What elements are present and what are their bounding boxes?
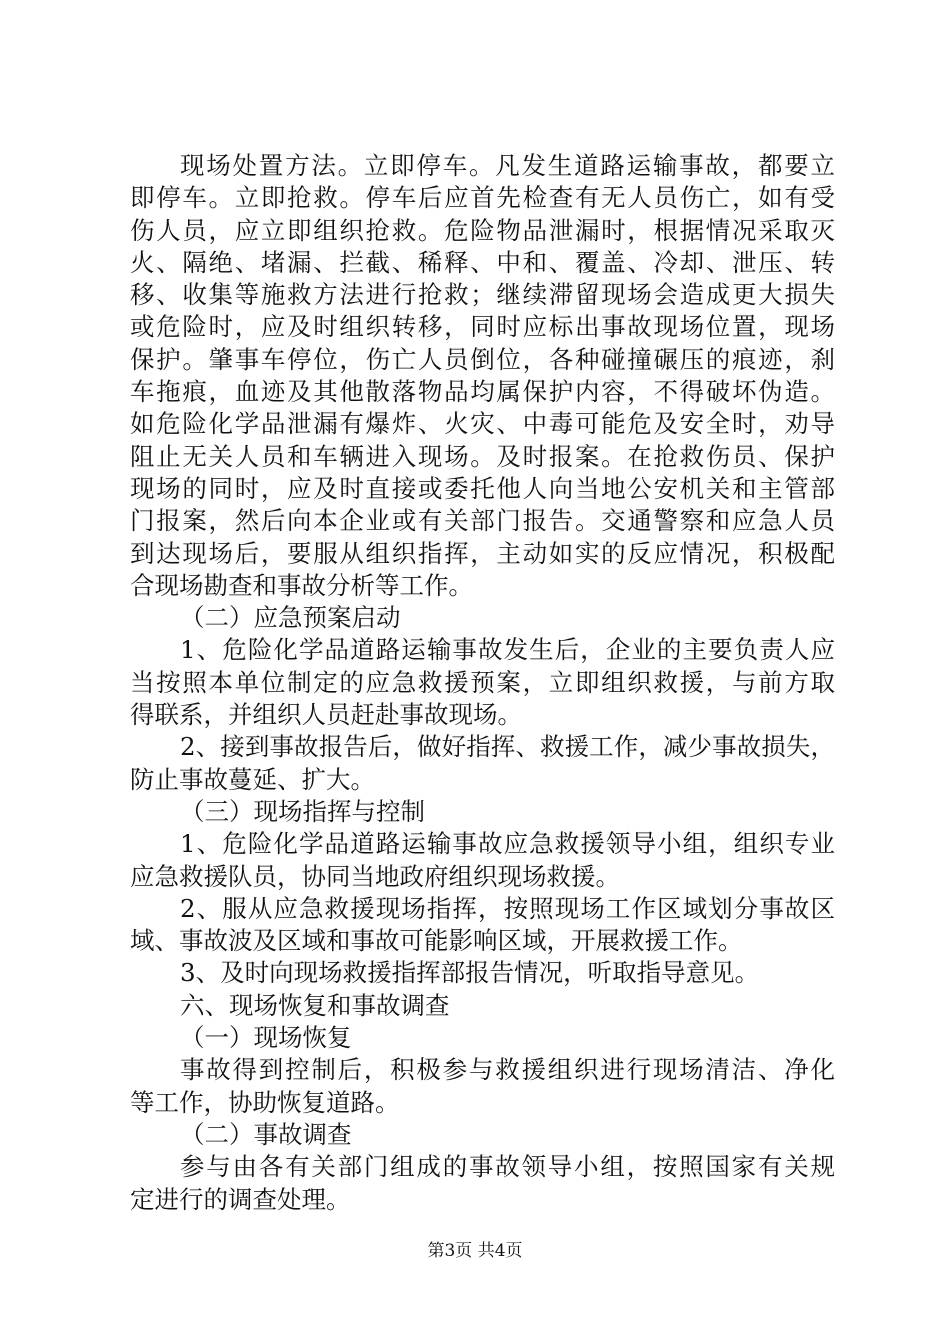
paragraph-command-3: 3、及时向现场救援指挥部报告情况，听取指导意见。 xyxy=(180,958,760,988)
document-body xyxy=(130,150,835,1216)
text-line: 现场处置方法。立即停车。凡发生道路运输事故，都要立 xyxy=(180,151,835,180)
section-heading-plan-activation: （二）应急预案启动 xyxy=(180,603,401,633)
text-line: 车拖痕，血迹及其他散落物品均属保护内容，不得破坏伪造。 xyxy=(130,377,835,407)
text-line: 2、接到事故报告后，做好指挥、救援工作，减少事故损失， xyxy=(180,732,835,762)
text-line: 阻止无关人员和车辆进入现场。及时报案。在抢救伤员、保护 xyxy=(130,441,835,471)
section-heading-command-control: （三）现场指挥与控制 xyxy=(180,796,425,826)
text-line: 等工作，协助恢复道路。 xyxy=(130,1087,400,1117)
text-line: 参与由各有关部门组成的事故领导小组，按照国家有关规 xyxy=(180,1152,835,1182)
text-line: 火、隔绝、堵漏、拦截、稀释、中和、覆盖、冷却、泄压、转 xyxy=(130,247,835,277)
text-line: 1、危险化学品道路运输事故发生后，企业的主要负责人应 xyxy=(180,635,835,665)
text-line: 现场的同时，应及时直接或委托他人向当地公安机关和主管部 xyxy=(130,473,835,503)
text-line: 门报案，然后向本企业或有关部门报告。交通警察和应急人员 xyxy=(130,506,835,536)
text-line: 到达现场后，要服从组织指挥，主动如实的反应情况，积极配 xyxy=(130,538,835,568)
section-heading-recovery-investigation: 六、现场恢复和事故调查 xyxy=(180,990,450,1020)
text-line: 防止事故蔓延、扩大。 xyxy=(130,764,375,794)
text-line: 或危险时，应及时组织转移，同时应标出事故现场位置，现场 xyxy=(130,312,835,342)
paragraph-item-1 xyxy=(130,634,835,731)
text-line: 合现场勘查和事故分析等工作。 xyxy=(130,570,473,600)
text-line: 1、危险化学品道路运输事故应急救援领导小组，组织专业 xyxy=(180,829,835,859)
text-line: 移、收集等施救方法进行抢救；继续滞留现场会造成更大损失 xyxy=(130,280,835,310)
paragraph-investigation xyxy=(130,1151,835,1216)
section-heading-investigation: （二）事故调查 xyxy=(180,1119,352,1149)
paragraph-command-1 xyxy=(130,828,835,893)
text-line: 2、服从应急救援现场指挥，按照现场工作区域划分事故区 xyxy=(180,893,835,923)
page-number-footer: 第3页 共4页 xyxy=(427,1241,523,1261)
paragraph-recovery xyxy=(130,1054,835,1119)
text-line: 伤人员，应立即组织抢救。危险物品泄漏时，根据情况采取灭 xyxy=(130,215,835,245)
text-line: 即停车。立即抢救。停车后应首先检查有无人员伤亡，如有受 xyxy=(130,183,835,213)
text-line: 当按照本单位制定的应急救援预案，立即组织救援，与前方取 xyxy=(130,667,835,697)
section-heading-scene-recovery: （一）现场恢复 xyxy=(180,1023,352,1053)
text-line: 事故得到控制后，积极参与救援组织进行现场清洁、净化 xyxy=(180,1055,835,1085)
paragraph-item-2 xyxy=(130,731,835,796)
text-line: 应急救援队员，协同当地政府组织现场救援。 xyxy=(130,861,620,891)
text-line: 域、事故波及区域和事故可能影响区域，开展救援工作。 xyxy=(130,926,743,956)
text-line: 如危险化学品泄漏有爆炸、火灾、中毒可能危及安全时，劝导 xyxy=(130,409,835,439)
paragraph-command-2 xyxy=(130,893,835,958)
text-line: 保护。肇事车停位，伤亡人员倒位，各种碰撞碾压的痕迹，刹 xyxy=(130,344,835,374)
paragraph-scene-handling xyxy=(130,150,835,602)
text-line: 得联系，并组织人员赶赴事故现场。 xyxy=(130,700,522,730)
text-line: 定进行的调查处理。 xyxy=(130,1184,351,1214)
